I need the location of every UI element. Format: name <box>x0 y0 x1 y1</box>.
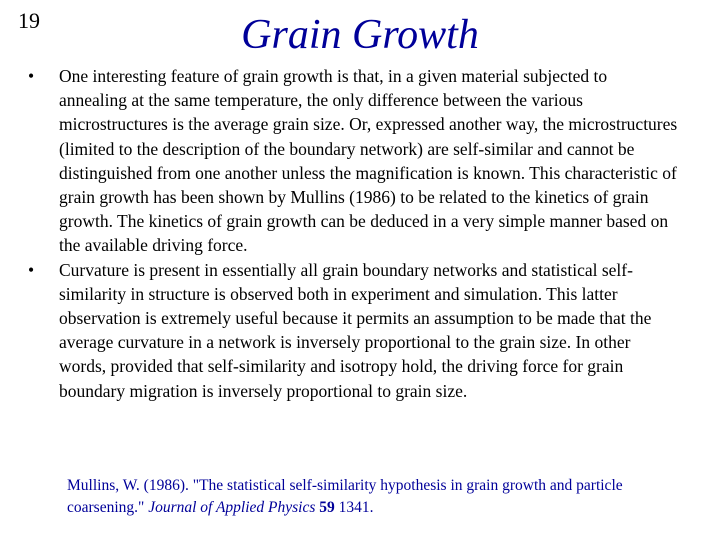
bullet-list <box>28 64 678 403</box>
reference-citation: Mullins, W. (1986). "The statistical self-similarity hypothesis in grain growth and particle coarsening." Journal of Applied Physics 59 1341. <box>67 477 623 516</box>
reference-title: "The statistical self-similarity hypothesis in grain growth and particle coarsening." <box>67 477 623 516</box>
slide-number: 19 <box>18 8 40 33</box>
bullet-dot-icon: • <box>28 66 35 86</box>
bullet-text: Curvature is present in essentially all grain boundary networks and statistical self-similarity in structure is observed both in experiment and simulation. This latter observation is extremely useful because it permits an assumption to be made that the average curvature in a network is inversely proportional to the grain size. In other words, provided that self-similarity and isotropy hold, the driving force for grain boundary migration is inversely proportional to grain size. <box>59 259 652 401</box>
bullet-item <box>28 258 678 403</box>
reference-volume: 59 <box>319 499 335 516</box>
reference-authors: Mullins, W. (1986). <box>67 477 193 494</box>
bullet-item <box>28 64 678 258</box>
reference-page: 1341 <box>338 499 370 516</box>
reference-journal: Journal of Applied Physics <box>148 499 316 516</box>
slide-title: Grain Growth <box>241 12 479 58</box>
bullet-dot-icon: • <box>28 259 35 280</box>
bullet-text: One interesting feature of grain growth is that, in a given material subjected to annealing at the same temperature, the only difference between the various microstructures is the average grain size. Or, expressed another way, the microstructures (limited to the description of the boundary network) are self-similar and cannot be distinguished from one another unless the magnification is known. This characteristic of grain growth has been shown by Mullins (1986) to be related to the kinetics of grain growth. The kinetics of grain growth can be deduced in a very simple manner based on the available driving force. <box>59 66 678 256</box>
